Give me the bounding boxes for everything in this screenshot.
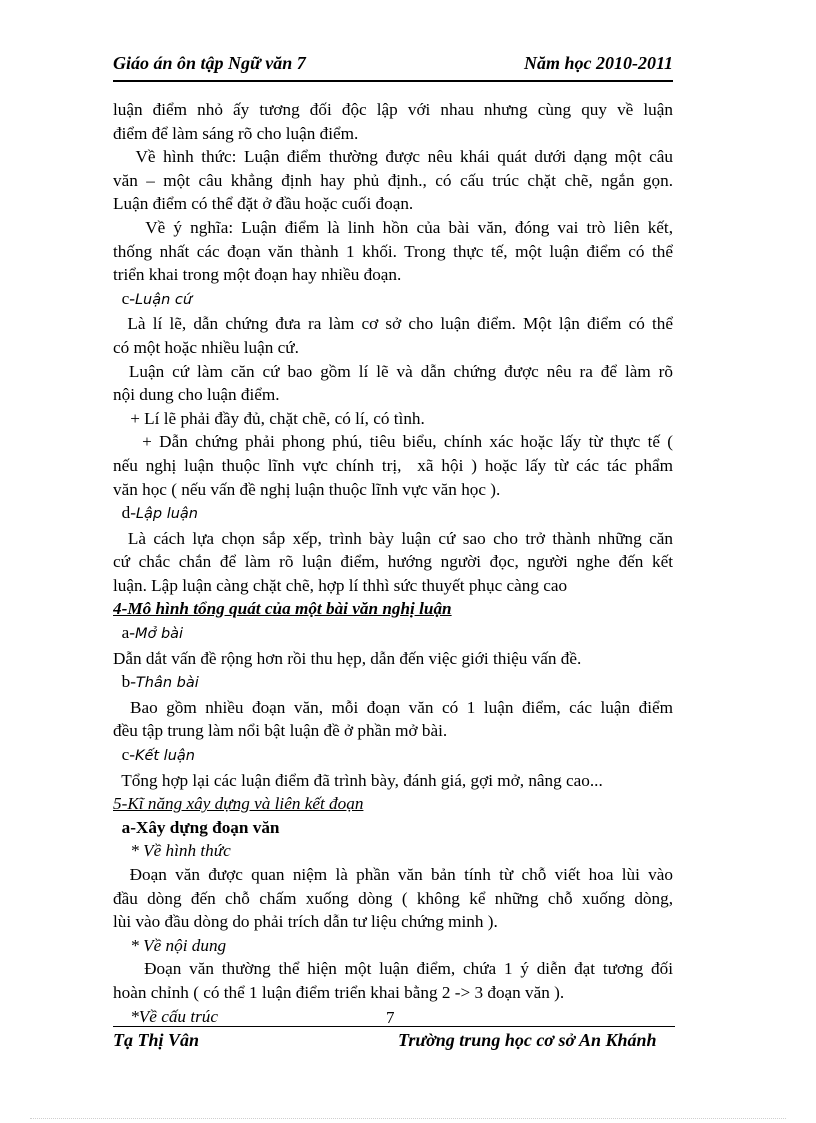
page-number: 7 bbox=[386, 1008, 395, 1027]
subsection-prefix: b- bbox=[113, 672, 136, 692]
text-line: + Dẫn chứng phải phong phú, tiêu biểu, chính xác hoặc lấy từ thực tế ( bbox=[113, 432, 673, 452]
subsection-title: Lập luận bbox=[135, 506, 198, 523]
header-school-year: Năm học 2010-2011 bbox=[523, 53, 673, 73]
text-line: có một hoặc nhiều luận cứ. bbox=[113, 337, 299, 357]
text-line: thống nhất các đoạn văn thành 1 khối. Trong thực tế, một luận điểm có thể bbox=[113, 241, 673, 261]
text-line: + Lí lẽ phải đầy đủ, chặt chẽ, có lí, có tình. bbox=[113, 408, 425, 428]
text-line: đầu dòng đến chỗ chấm xuống dòng ( không kể những chỗ xuống dòng, bbox=[113, 888, 673, 908]
subsection-prefix: a- bbox=[113, 623, 135, 643]
text-line: hoàn chỉnh ( có thể 1 luận điểm triển khai bằng 2 -> 3 đoạn văn ). bbox=[113, 982, 565, 1002]
text-line: * Về nội dung bbox=[113, 935, 227, 955]
text-line bbox=[113, 287, 673, 313]
subsection-title: Thân bài bbox=[135, 675, 199, 692]
text-line: Đoạn văn được quan niệm là phần văn bản tính từ chỗ viết hoa lùi vào bbox=[113, 865, 673, 884]
text-line: Luận cứ làm căn cứ bao gồm lí lẽ và dẫn chứng được nêu ra để làm rõ bbox=[113, 361, 673, 381]
subsection-prefix: c- bbox=[113, 288, 135, 308]
text-line: Về hình thức: Luận điểm thường được nêu khái quát dưới dạng một câu bbox=[113, 147, 673, 167]
text-line: nội dung cho luận điểm. bbox=[113, 385, 280, 405]
text-line: a-Xây dựng đoạn văn bbox=[113, 817, 280, 837]
text-line: văn – một câu khẳng định hay phủ định., có cấu trúc chặt chẽ, ngắn gọn. bbox=[113, 170, 673, 190]
bottom-dotted-divider bbox=[30, 1118, 786, 1119]
footer-divider bbox=[113, 1026, 675, 1027]
text-line bbox=[113, 621, 673, 647]
header-title: Giáo án ôn tập Ngữ văn 7 bbox=[113, 53, 306, 73]
text-line: Đoạn văn thường thể hiện một luận điểm, chứa 1 ý diễn đạt tương đối bbox=[113, 959, 673, 979]
text-line: *Về cấu trúc bbox=[113, 1006, 219, 1026]
section-heading: 5-Kĩ năng xây dựng và liên kết đoạn bbox=[113, 794, 364, 814]
text-line: Bao gồm nhiều đoạn văn, mỗi đoạn văn có 1 luận điểm, các luận điểm bbox=[113, 697, 673, 717]
subsection-title: Mở bài bbox=[134, 626, 184, 643]
text-line: văn học ( nếu vấn đề nghị luận thuộc lĩnh vực văn học ). bbox=[113, 479, 501, 499]
footer-school: Trường trung học cơ sở An Khánh bbox=[398, 1030, 657, 1050]
text-line: Là lí lẽ, dẫn chứng đưa ra làm cơ sở cho luận điểm. Một lận điểm có thể bbox=[113, 314, 673, 334]
section-heading: 4-Mô hình tổng quát của một bài văn nghị luận bbox=[113, 599, 452, 619]
text-line: luận điểm nhỏ ấy tương đối độc lập với nhau nhưng cùng quy về luận bbox=[113, 100, 673, 119]
subsection-prefix: d- bbox=[113, 503, 136, 523]
text-line: đều tập trung làm nổi bật luận đề ở phần mở bài. bbox=[113, 721, 448, 741]
text-line: cứ chắc chắn để làm rõ luận điểm, hướng người đọc, người nghe đến kết bbox=[113, 552, 673, 572]
text-line: nếu nghị luận thuộc lĩnh vực chính trị, xã hội ) hoặc lấy từ các tác phẩm bbox=[113, 455, 673, 475]
text-line: Về ý nghĩa: Luận điểm là linh hồn của bài văn, đóng vai trò liên kết, bbox=[113, 217, 673, 237]
subsection-title: Luận cứ bbox=[134, 291, 193, 308]
footer-author: Tạ Thị Vân bbox=[113, 1030, 200, 1050]
document-body bbox=[113, 98, 673, 1028]
text-line: triển khai trong một đoạn hay nhiều đoạn. bbox=[113, 265, 402, 285]
page-header bbox=[113, 52, 673, 82]
text-line: Tổng hợp lại các luận điểm đã trình bày, đánh giá, gợi mở, nâng cao... bbox=[113, 770, 603, 790]
text-line bbox=[113, 670, 673, 696]
text-line: Dẫn dắt vấn đề rộng hơn rồi thu hẹp, dẫn đến việc giới thiệu vấn đề. bbox=[113, 648, 582, 668]
text-line bbox=[113, 743, 673, 769]
text-line: Luận điểm có thể đặt ở đầu hoặc cuối đoạn. bbox=[113, 194, 414, 214]
text-line bbox=[113, 501, 673, 527]
text-line: luận. Lập luận càng chặt chẽ, hợp lí thhì sức thuyết phục càng cao bbox=[113, 575, 568, 595]
subsection-prefix: c- bbox=[113, 745, 135, 765]
subsection-title: Kết luận bbox=[134, 748, 195, 765]
text-line: điểm để làm sáng rõ cho luận điểm. bbox=[113, 123, 359, 143]
text-line: lùi vào đầu dòng do phải trích dẫn tư liệu chứng minh ). bbox=[113, 912, 498, 932]
text-line: * Về hình thức bbox=[113, 841, 231, 861]
text-line: Là cách lựa chọn sắp xếp, trình bày luận cứ sao cho trở thành những căn bbox=[113, 528, 673, 548]
